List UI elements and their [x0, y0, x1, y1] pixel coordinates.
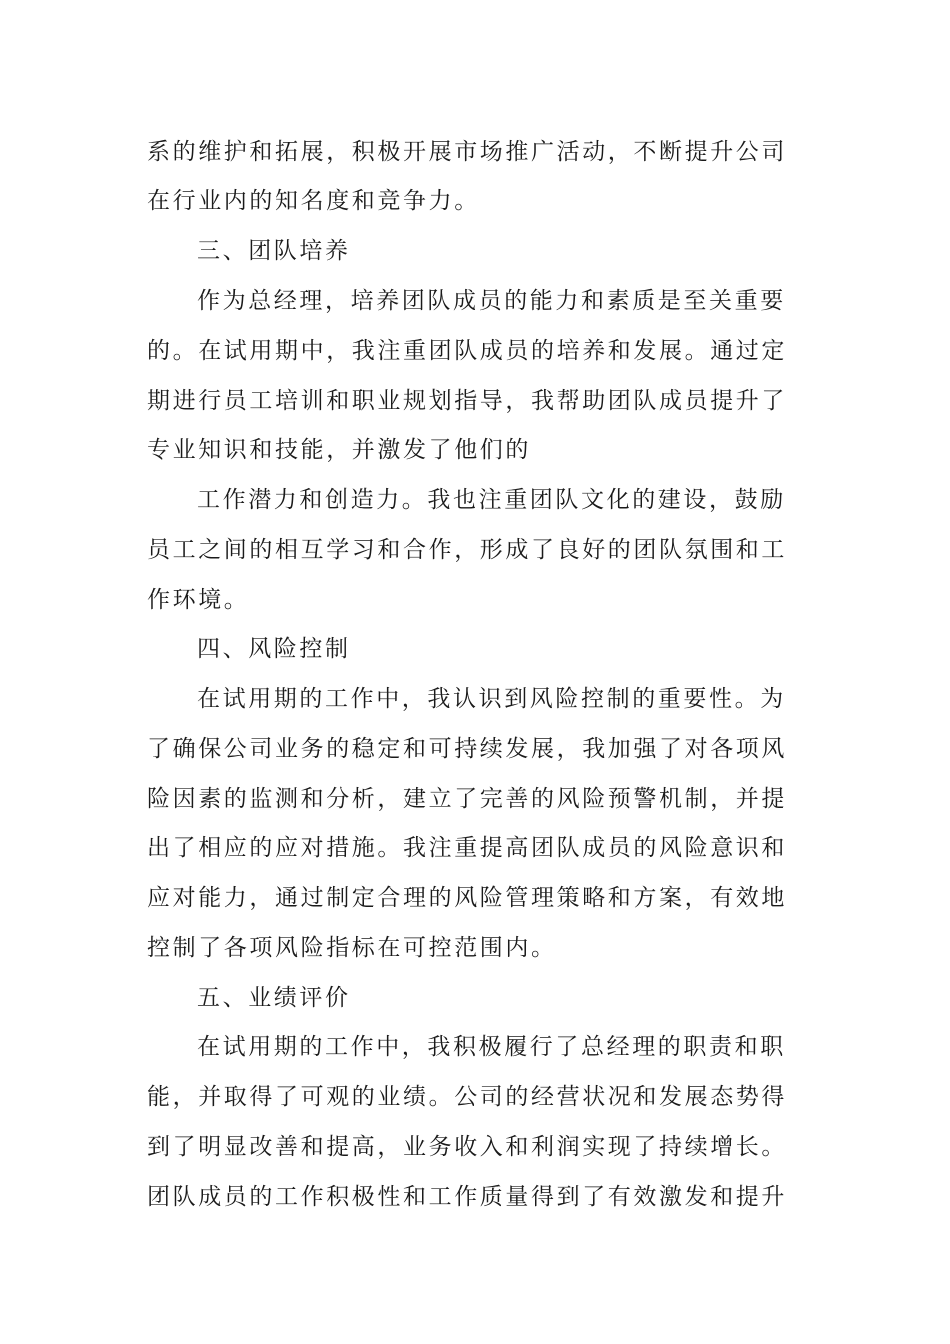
text-line: 作为总经理，培养团队成员的能力和素质是至关重要 [197, 288, 786, 314]
section-heading: 五、业绩评价 [197, 985, 351, 1011]
text-line: 在试用期的工作中，我积极履行了总经理的职责和职 [197, 1034, 786, 1060]
text-line: 工作潜力和创造力。我也注重团队文化的建设，鼓励 [197, 487, 786, 513]
text-line: 在试用期的工作中，我认识到风险控制的重要性。为 [197, 686, 786, 712]
text-line: 团队成员的工作积极性和工作质量得到了有效激发和提升 [147, 1184, 787, 1210]
text-line: 员工之间的相互学习和合作，形成了良好的团队氛围和工 [147, 537, 787, 563]
text-line: 专业知识和技能，并激发了他们的 [147, 437, 531, 463]
text-line: 了确保公司业务的稳定和可持续发展，我加强了对各项风 [147, 736, 787, 762]
text-line: 应对能力，通过制定合理的风险管理策略和方案，有效地 [147, 885, 787, 911]
text-line: 到了明显改善和提高，业务收入和利润实现了持续增长。 [147, 1134, 787, 1160]
text-line: 在行业内的知名度和竞争力。 [147, 188, 480, 214]
text-line: 控制了各项风险指标在可控范围内。 [147, 935, 557, 961]
section-heading: 四、风险控制 [197, 636, 351, 662]
text-line: 险因素的监测和分析，建立了完善的风险预警机制，并提 [147, 786, 787, 812]
text-line: 的。在试用期中，我注重团队成员的培养和发展。通过定 [147, 338, 787, 364]
text-line: 能，并取得了可观的业绩。公司的经营状况和发展态势得 [147, 1084, 787, 1110]
text-line: 系的维护和拓展，积极开展市场推广活动，不断提升公司 [147, 139, 787, 165]
text-line: 期进行员工培训和职业规划指导，我帮助团队成员提升了 [147, 388, 787, 414]
section-heading: 三、团队培养 [197, 238, 351, 264]
text-line: 出了相应的应对措施。我注重提高团队成员的风险意识和 [147, 835, 787, 861]
text-line: 作环境。 [147, 587, 250, 613]
